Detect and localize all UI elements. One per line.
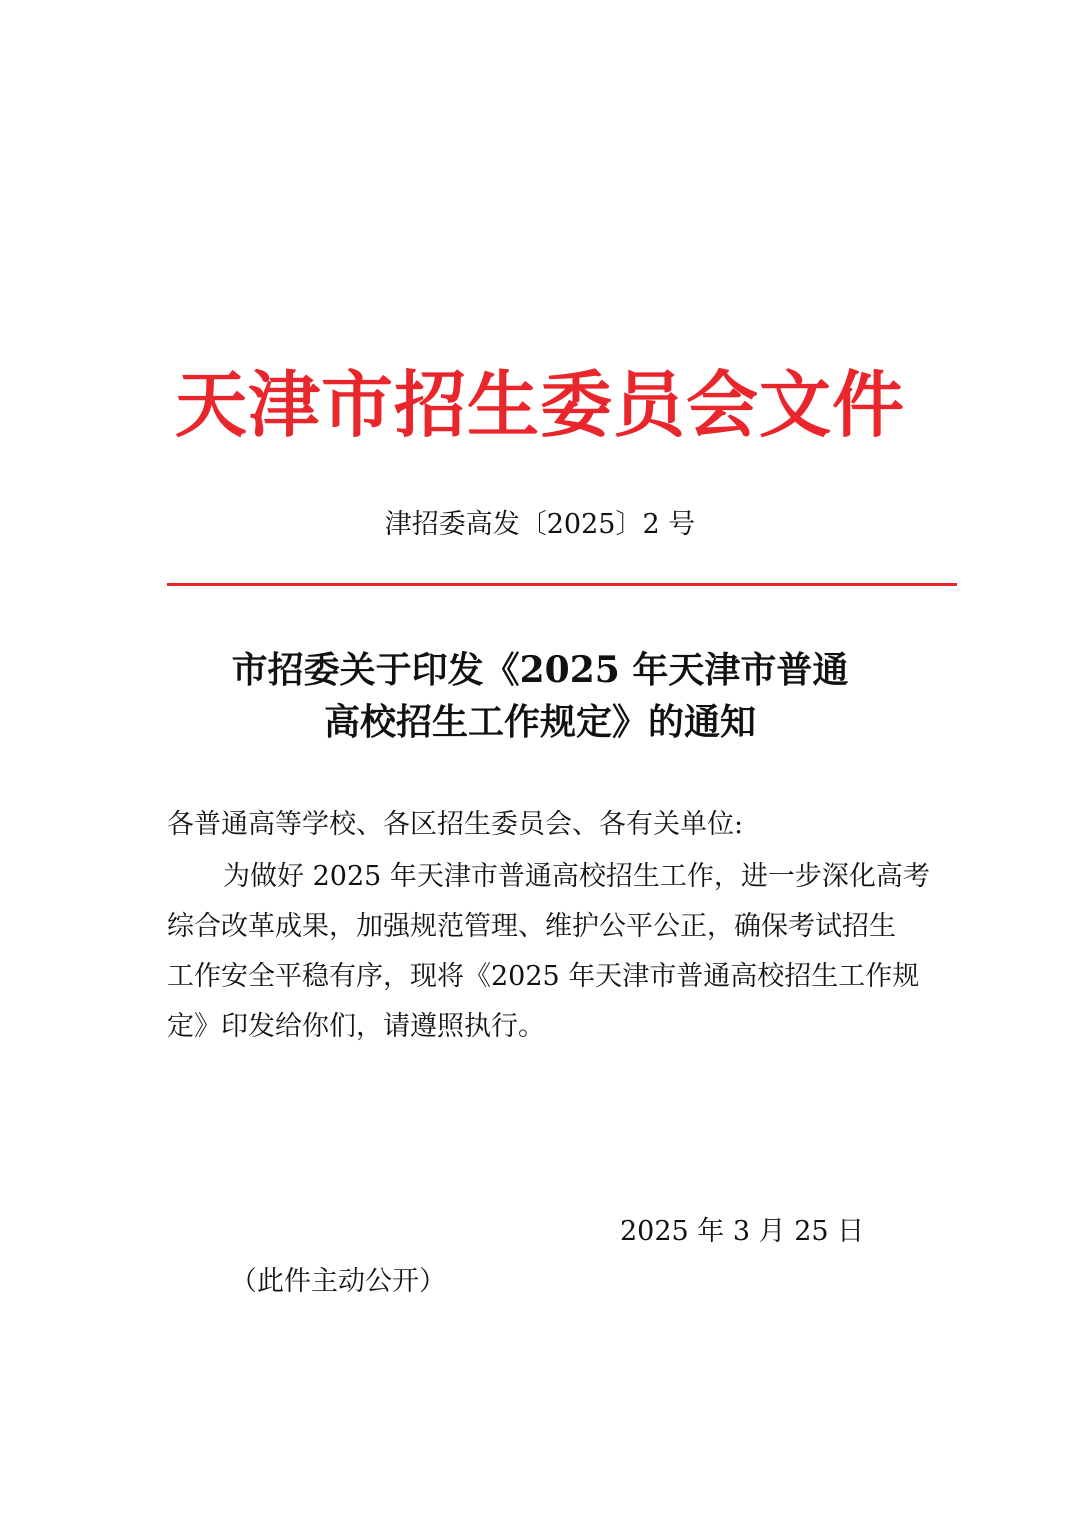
notice-title-line-1: 市招委关于印发《2025 年天津市普通	[231, 649, 849, 691]
salutation: 各普通高等学校、各区招生委员会、各有关单位:	[167, 809, 744, 840]
body-paragraph-line: 工作安全平稳有序，现将《2025 年天津市普通高校招生工作规	[167, 961, 920, 992]
document-masthead: 天津市招生委员会文件	[174, 362, 905, 447]
body-paragraph-line: 定》印发给你们，请遵照执行。	[167, 1011, 545, 1042]
issue-date: 2025 年 3 月 25 日	[620, 1216, 865, 1247]
body-paragraph-line: 综合改革成果，加强规范管理、维护公平公正，确保考试招生	[167, 911, 896, 942]
disclosure-note: （此件主动公开）	[230, 1266, 446, 1297]
document-number: 津招委高发〔2025〕2 号	[384, 509, 696, 540]
red-divider-line	[167, 583, 957, 586]
body-paragraph-line: 为做好 2025 年天津市普通高校招生工作，进一步深化高考	[223, 861, 930, 892]
notice-title-line-2: 高校招生工作规定》的通知	[323, 701, 756, 743]
